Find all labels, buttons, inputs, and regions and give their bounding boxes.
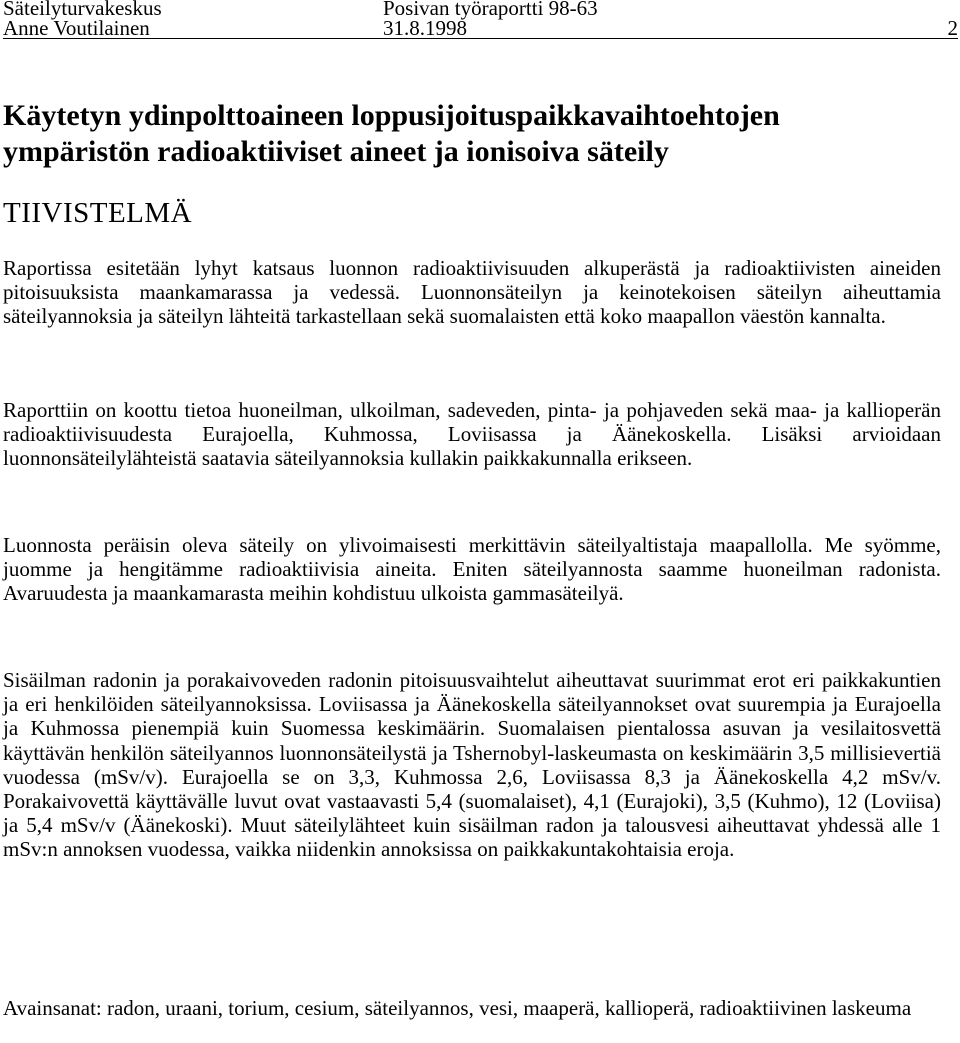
keywords: Avainsanat: radon, uraani, torium, cesium, säteilyannos, vesi, maaperä, kallioperä, radioaktiivinen laskeuma — [3, 996, 912, 1020]
summary-paragraph-3: Luonnosta peräisin oleva säteily on ylivoimaisesti merkittävin säteilyaltistaja maapallolla. Me syömme, juomme ja hengitämme radioaktiivisia aineita. Eniten säteilyannosta saamme huoneilman radonista. Avaruudesta ja maankamarasta meihin kohdistuu ulkoista gammasäteilyä. — [3, 533, 941, 606]
header-report-id: Posivan työraportti 98-63 — [383, 0, 598, 20]
document-title: Käytetyn ydinpolttoaineen loppusijoituspaikkavaihtoehtojen ympäristön radioaktiiviset aineet ja ionisoiva säteily — [3, 99, 780, 168]
summary-paragraph-1: Raportissa esitetään lyhyt katsaus luonnon radioaktiivisuuden alkuperästä ja radioaktiivisten aineiden pitoisuuksista maankamarassa ja vedessä. Luonnonsäteilyn ja keinotekoisen säteilyn aiheuttamia säteilyannoksia ja säteilyn lähteitä tarkastellaan sekä suomalaisten että koko maapallon väestön kannalta. — [3, 256, 941, 329]
header-date: 31.8.1998 — [383, 16, 467, 40]
summary-paragraph-2: Raporttiin on koottu tietoa huoneilman, ulkoilman, sadeveden, pinta- ja pohjaveden sekä maa- ja kallioperän radioaktiivisuudesta Eurajoella, Kuhmossa, Loviisassa ja Äänekoskella. Lisäksi arvioidaan luonnonsäteilylähteistä saatavia säteilyannoksia kullakin paikkakunnalla erikseen. — [3, 398, 941, 471]
header-author: Anne Voutilainen — [3, 16, 150, 40]
header-organization: Säteilyturvakeskus — [3, 0, 162, 20]
header-line-2 — [3, 18, 958, 38]
header-rule — [3, 38, 958, 39]
page-header — [3, 0, 958, 42]
page-number: 2 — [947, 16, 958, 40]
summary-paragraph-4: Sisäilman radonin ja porakaivoveden radonin pitoisuusvaihtelut aiheuttavat suurimmat erot eri paikkakuntien ja eri henkilöiden säteilyannoksissa. Loviisassa ja Äänekoskella säteilyannokset ovat suurempia ja Eurajoella ja Kuhmossa pienempiä kuin Suomessa keskimäärin. Suomalaisen pientalossa asuvan ja vesilaitosvettä käyttävän henkilön säteilyannos luonnonsäteilystä ja Tshernobyl-laskeumasta on keskimäärin 3,5 millisievertiä vuodessa (mSv/v). Eurajoella se on 3,3, Kuhmossa 2,6, Loviisassa 8,3 ja Äänekoskella 4,2 mSv/v. Porakaivovettä käyttävälle luvut ovat vastaavasti 5,4 (suomalaiset), 4,1 (Eurajoki), 3,5 (Kuhmo), 12 (Loviisa) ja 5,4 mSv/v (Äänekoski). Muut säteilylähteet kuin sisäilman radon ja talousvesi aiheuttavat yhdessä alle 1 mSv:n annoksen vuodessa, vaikka niidenkin annoksissa on paikkakuntakohtaisia eroja. — [3, 668, 941, 862]
summary-heading: TIIVISTELMÄ — [3, 197, 193, 229]
